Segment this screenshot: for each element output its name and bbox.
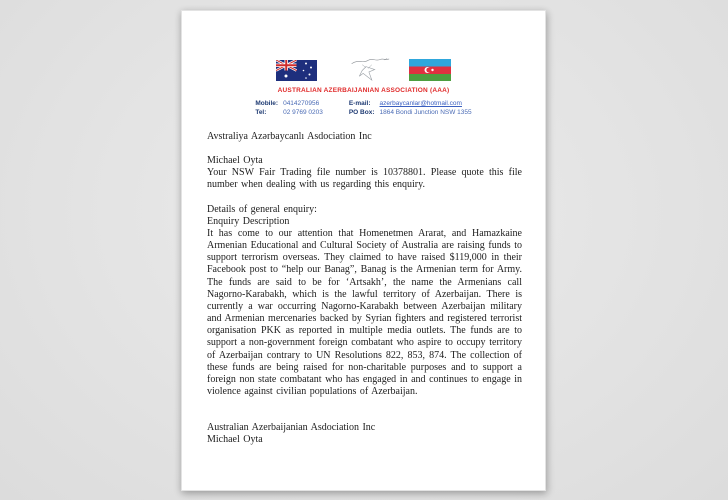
contact-phone-column [255,99,323,117]
letter-body [207,131,522,446]
recipient-line: Michael Oyta [207,155,263,167]
email-label: E-mail: [348,100,371,107]
file-number-notice: Your NSW Fair Trading file number is 10378801. Please quote this file number when dealing with us regarding this enquiry. [207,167,522,191]
azerbaijan-flag-icon [409,59,451,81]
signature-org-line: Australian Azerbaijanian Asdociation Inc [207,422,376,434]
letterhead-flags-row [182,57,545,83]
org-name-line: Avstraliya Azərbaycanlı Asdociation Inc [207,131,372,142]
tel-label: Tel: [255,109,267,116]
signature-name-line: Michael Oyta [207,434,263,446]
contact-block [182,99,545,117]
association-bird-emblem-icon [338,57,396,83]
mobile-value: 0414270956 [283,100,320,107]
enquiry-heading: Details of general enquiry: [207,203,317,215]
tel-value: 02 9769 0203 [283,109,323,116]
email-link[interactable]: azerbaycanlar@hotmail.com [379,100,462,107]
pobox-value: 1864 Bondi Junction NSW 1355 [379,109,472,116]
spacer [207,192,522,204]
letterhead [182,57,545,117]
contact-address-column [349,99,472,117]
association-name: AUSTRALIAN AZERBAIJANIAN ASSOCIATION (AAA) [277,87,450,94]
scanned-letter-page [181,10,546,491]
mobile-label: Mobile: [255,100,279,107]
enquiry-description-paragraph: It has come to our attention that Homenetmen Ararat, and Hamazkaine Armenian Educational and Cultural Society of Australia are raising funds to support terrorism overseas. They claimed to have raised $119,000 in their Facebook post to “help our Banag”, Banag is the Armenian term for Army. The funds are said to be for ‘Artsakh’, the name the Armenians call Nagorno-Karabakh, which is the lawful territory of Azerbaijan. There is currently a war occurring Nagorno-Karabakh between Azerbaijan military and Armenian mercenaries backed by Syrian fighters and registered terrorist organisation PKK as reported in multiple media outlets. The funds are to support a non-government foreign combatant who aspire to occupy territory of Azerbaijan contrary to UN Resolutions 822, 853, 874. The collection of these funds are being raised for non-charitable purposes and to support a foreign non state combatant who has engaged in and continues to engage in violence against civilian populations of Azerbaijan. [207,227,522,397]
pobox-label: PO Box: [348,109,375,116]
australia-flag-icon [276,60,317,81]
spacer [207,143,522,155]
spacer [207,398,522,422]
enquiry-subheading: Enquiry Description [207,215,290,227]
